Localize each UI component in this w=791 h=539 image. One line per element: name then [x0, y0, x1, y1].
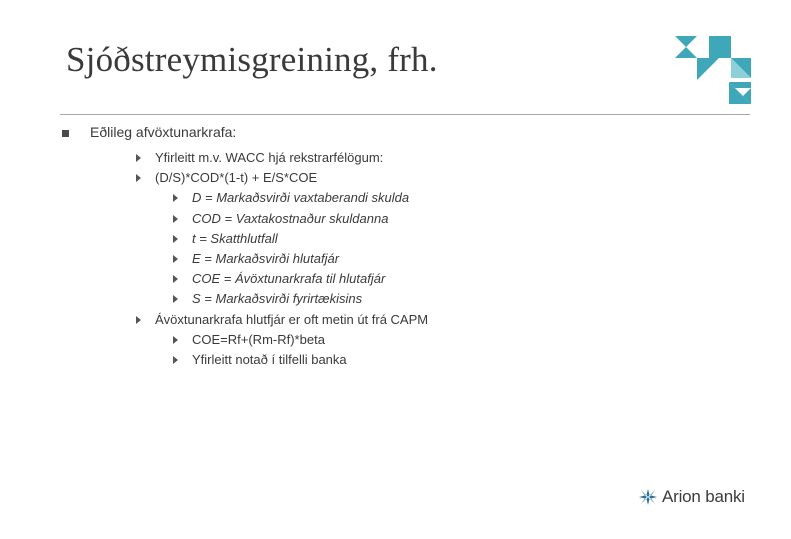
bullet-text: E = Markaðsvirði hlutafjár	[192, 251, 340, 266]
arrow-bullet-icon	[136, 316, 141, 324]
arrow-bullet-icon	[173, 255, 178, 263]
arrow-bullet-icon	[136, 174, 141, 182]
arion-star-icon	[637, 487, 659, 507]
bullet-text: COE=Rf+(Rm-Rf)*beta	[192, 331, 325, 347]
bullet-text: D = Markaðsvirði vaxtaberandi skulda	[192, 190, 410, 206]
main-bullet-text: Eðlileg afvöxtunarkrafa:	[90, 124, 237, 140]
arrow-bullet-icon	[173, 275, 178, 283]
bullet-text: Ávöxtunarkrafa hlutfjár er oft metin út frá CAPM	[155, 311, 429, 327]
bullet-text: t = Skatthlutfall	[192, 230, 278, 246]
arrow-bullet-icon	[173, 356, 178, 364]
arrow-bullet-icon	[173, 235, 178, 243]
square-bullet-icon	[62, 130, 69, 137]
arrow-bullet-icon	[173, 336, 178, 344]
title-divider	[60, 114, 750, 115]
geometric-logo-icon	[675, 36, 751, 106]
arrow-bullet-icon	[173, 194, 178, 202]
slide-title: Sjóðstreymisgreining, frh.	[66, 40, 438, 79]
bullet-text: Yfirleitt notað í tilfelli banka	[192, 352, 347, 367]
bullet-text: Yfirleitt m.v. WACC hjá rekstrarfélögum:	[155, 150, 384, 165]
bullet-text: COD = Vaxtakostnaður skuldanna	[192, 210, 389, 226]
bullet-text: S = Markaðsvirði fyrirtækisins	[192, 291, 363, 307]
bullet-text: (D/S)*COD*(1-t) + E/S*COE	[155, 170, 318, 186]
brand-logo	[637, 487, 757, 507]
arrow-bullet-icon	[136, 154, 141, 162]
arrow-bullet-icon	[173, 295, 178, 303]
arrow-bullet-icon	[173, 215, 178, 223]
bullet-text: COE = Ávöxtunarkrafa til hlutafjár	[192, 271, 386, 287]
brand-name: Arion banki	[662, 487, 745, 506]
